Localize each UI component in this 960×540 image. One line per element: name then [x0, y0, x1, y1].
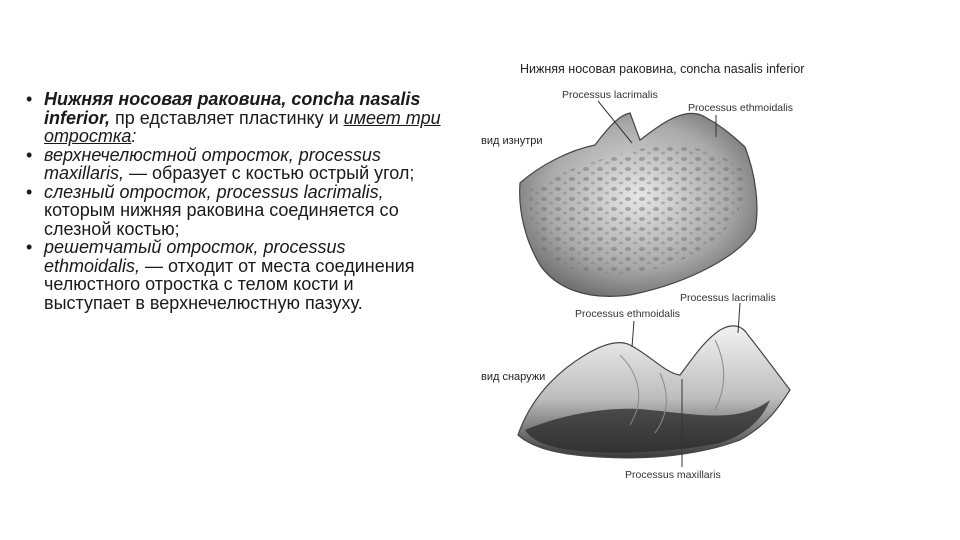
text-lacrimal: которым нижняя раковина соединяется со слезной костью;: [44, 200, 399, 239]
term-ethmoidal: решетчатый отросток, processus ethmoidalis,: [44, 237, 346, 276]
bullet-dot: •: [26, 144, 33, 165]
bone-illustration: [470, 55, 930, 495]
label-top-ethmoidal: Processus ethmoidalis: [688, 102, 794, 114]
text-maxillary: образует с костью острый угол;: [147, 163, 415, 183]
view-label-inner: вид изнутри: [481, 135, 543, 147]
figure-title: Нижняя носовая раковина, concha nasalis inferior: [520, 62, 805, 76]
anatomy-figure: [470, 55, 930, 495]
term-concha: Нижняя носовая раковина, concha nasalis inferior,: [44, 89, 421, 128]
bullet-item-ethmoidal: [24, 238, 444, 312]
text-concha: пр едставляет пластинку и: [110, 107, 344, 128]
bullet-dot: •: [26, 89, 33, 109]
bullet-dot: •: [26, 237, 33, 257]
bone-outer-view: [518, 326, 790, 458]
text-three-processes: имеет три отростка: [44, 107, 441, 146]
label-bottom-ethmoidal: Processus ethmoidalis: [575, 308, 681, 320]
view-label-outer: вид снаружи: [481, 371, 546, 383]
bullet-dot: •: [26, 181, 33, 202]
bone-inner-view: [520, 113, 757, 296]
text-colon: :: [131, 126, 137, 146]
bullet-item-lacrimal: [24, 183, 444, 239]
text-ethmoidal: — отходит от места соединения челюстного отростка с телом кости и выступает в верхнечелюстную пазуху.: [44, 255, 415, 313]
label-bottom-maxillary: Processus maxillaris: [625, 469, 721, 481]
bullet-item-maxillary: [24, 146, 444, 183]
bullet-item-concha: [24, 90, 444, 146]
term-lacrimal: слезный отросток, processus lacrimalis,: [44, 181, 384, 202]
term-maxillary: верхнечелюстной отросток, processus maxillaris, —: [44, 144, 381, 183]
bullet-list: [24, 90, 444, 312]
label-bottom-lacrimal: Processus lacrimalis: [680, 292, 776, 304]
label-top-lacrimal: Processus lacrimalis: [562, 89, 658, 101]
